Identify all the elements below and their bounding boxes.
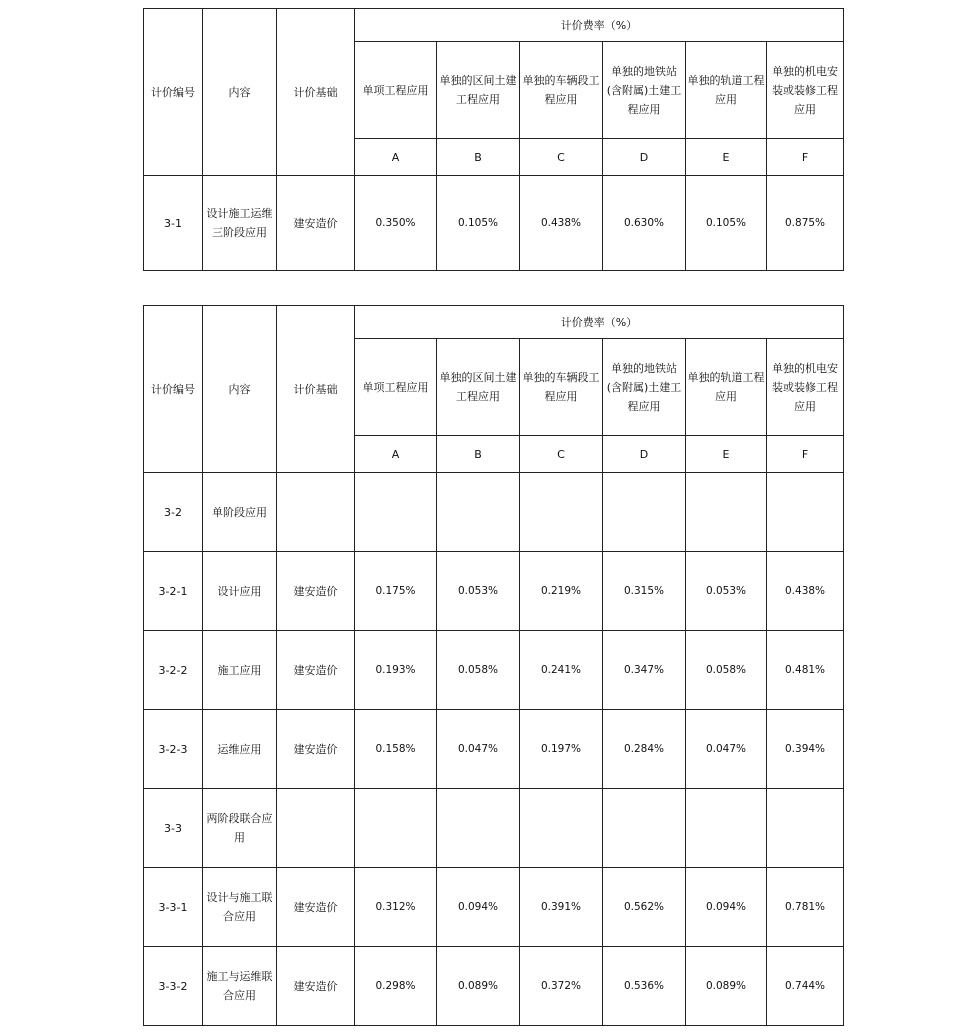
header-rate-group: 计价费率（%） <box>355 306 844 339</box>
header-letter-c: C <box>520 139 603 176</box>
row-value-f: 0.875% <box>767 176 844 271</box>
header-basis: 计价基础 <box>277 306 355 473</box>
header-code: 计价编号 <box>144 306 203 473</box>
row-value-f: 0.438% <box>767 552 844 631</box>
header-code: 计价编号 <box>144 9 203 176</box>
row-value-c <box>520 789 603 868</box>
row-value-d: 0.562% <box>603 868 686 947</box>
row-value-b <box>437 473 520 552</box>
row-value-c: 0.197% <box>520 710 603 789</box>
row-value-d: 0.347% <box>603 631 686 710</box>
header-letter-f: F <box>767 436 844 473</box>
row-value-b <box>437 789 520 868</box>
row-value-d: 0.315% <box>603 552 686 631</box>
row-value-b: 0.047% <box>437 710 520 789</box>
row-content: 设计施工运维三阶段应用 <box>203 176 277 271</box>
row-code: 3-2-3 <box>144 710 203 789</box>
header-letter-d: D <box>603 436 686 473</box>
row-value-d: 0.536% <box>603 947 686 1026</box>
row-value-e <box>686 473 767 552</box>
row-value-a: 0.193% <box>355 631 437 710</box>
row-value-e <box>686 789 767 868</box>
header-category-f: 单独的机电安装或装修工程应用 <box>767 42 844 139</box>
row-basis <box>277 473 355 552</box>
row-value-e: 0.053% <box>686 552 767 631</box>
header-content: 内容 <box>203 306 277 473</box>
row-value-a: 0.175% <box>355 552 437 631</box>
row-value-a: 0.298% <box>355 947 437 1026</box>
row-content: 设计与施工联合应用 <box>203 868 277 947</box>
header-letter-e: E <box>686 139 767 176</box>
row-content: 施工应用 <box>203 631 277 710</box>
row-value-c: 0.438% <box>520 176 603 271</box>
row-basis: 建安造价 <box>277 947 355 1026</box>
row-value-d <box>603 789 686 868</box>
row-content: 两阶段联合应用 <box>203 789 277 868</box>
row-value-e: 0.105% <box>686 176 767 271</box>
row-value-a: 0.312% <box>355 868 437 947</box>
header-letter-d: D <box>603 139 686 176</box>
row-value-c <box>520 473 603 552</box>
row-content: 施工与运维联合应用 <box>203 947 277 1026</box>
row-value-d: 0.630% <box>603 176 686 271</box>
row-basis: 建安造价 <box>277 631 355 710</box>
row-value-c: 0.219% <box>520 552 603 631</box>
row-code: 3-2 <box>144 473 203 552</box>
header-content: 内容 <box>203 9 277 176</box>
row-value-c: 0.391% <box>520 868 603 947</box>
row-value-b: 0.058% <box>437 631 520 710</box>
header-category-a: 单项工程应用 <box>355 42 437 139</box>
header-category-f: 单独的机电安装或装修工程应用 <box>767 339 844 436</box>
header-letter-a: A <box>355 139 437 176</box>
header-category-d: 单独的地铁站(含附属)土建工程应用 <box>603 339 686 436</box>
header-letter-c: C <box>520 436 603 473</box>
table-row <box>144 789 844 868</box>
table-2-body <box>144 306 844 473</box>
row-basis: 建安造价 <box>277 176 355 271</box>
row-content: 运维应用 <box>203 710 277 789</box>
table-row <box>144 868 844 947</box>
row-value-d: 0.284% <box>603 710 686 789</box>
table-row <box>144 473 844 552</box>
row-value-c: 0.372% <box>520 947 603 1026</box>
row-value-a: 0.158% <box>355 710 437 789</box>
header-category-e: 单独的轨道工程应用 <box>686 339 767 436</box>
row-code: 3-3-1 <box>144 868 203 947</box>
row-value-b: 0.094% <box>437 868 520 947</box>
header-category-a: 单项工程应用 <box>355 339 437 436</box>
row-value-f: 0.394% <box>767 710 844 789</box>
row-value-c: 0.241% <box>520 631 603 710</box>
row-value-b: 0.053% <box>437 552 520 631</box>
table-1-body <box>144 9 844 271</box>
row-value-f: 0.481% <box>767 631 844 710</box>
header-category-d: 单独的地铁站(含附属)土建工程应用 <box>603 42 686 139</box>
header-rate-group: 计价费率（%） <box>355 9 844 42</box>
row-content: 设计应用 <box>203 552 277 631</box>
header-letter-f: F <box>767 139 844 176</box>
row-basis <box>277 789 355 868</box>
header-category-e: 单独的轨道工程应用 <box>686 42 767 139</box>
table-row <box>144 552 844 631</box>
row-value-e: 0.094% <box>686 868 767 947</box>
row-code: 3-3-2 <box>144 947 203 1026</box>
table-row <box>144 947 844 1026</box>
row-code: 3-1 <box>144 176 203 271</box>
header-letter-b: B <box>437 139 520 176</box>
row-code: 3-2-1 <box>144 552 203 631</box>
table-row <box>144 176 844 271</box>
header-letter-a: A <box>355 436 437 473</box>
row-value-a: 0.350% <box>355 176 437 271</box>
header-letter-e: E <box>686 436 767 473</box>
rate-table-2 <box>143 305 844 1026</box>
row-basis: 建安造价 <box>277 710 355 789</box>
row-value-e: 0.058% <box>686 631 767 710</box>
row-value-f: 0.744% <box>767 947 844 1026</box>
row-code: 3-3 <box>144 789 203 868</box>
row-value-d <box>603 473 686 552</box>
header-category-c: 单独的车辆段工程应用 <box>520 42 603 139</box>
header-category-b: 单独的区间土建工程应用 <box>437 42 520 139</box>
row-value-b: 0.105% <box>437 176 520 271</box>
row-value-a <box>355 473 437 552</box>
row-value-b: 0.089% <box>437 947 520 1026</box>
header-letter-b: B <box>437 436 520 473</box>
row-value-f: 0.781% <box>767 868 844 947</box>
row-value-f <box>767 473 844 552</box>
row-value-e: 0.089% <box>686 947 767 1026</box>
table-2-rows <box>144 473 844 1026</box>
header-category-b: 单独的区间土建工程应用 <box>437 339 520 436</box>
row-basis: 建安造价 <box>277 868 355 947</box>
table-row <box>144 631 844 710</box>
row-code: 3-2-2 <box>144 631 203 710</box>
table-row <box>144 710 844 789</box>
row-value-e: 0.047% <box>686 710 767 789</box>
rate-table-1 <box>143 8 844 271</box>
row-value-a <box>355 789 437 868</box>
header-basis: 计价基础 <box>277 9 355 176</box>
row-basis: 建安造价 <box>277 552 355 631</box>
row-content: 单阶段应用 <box>203 473 277 552</box>
row-value-f <box>767 789 844 868</box>
header-category-c: 单独的车辆段工程应用 <box>520 339 603 436</box>
